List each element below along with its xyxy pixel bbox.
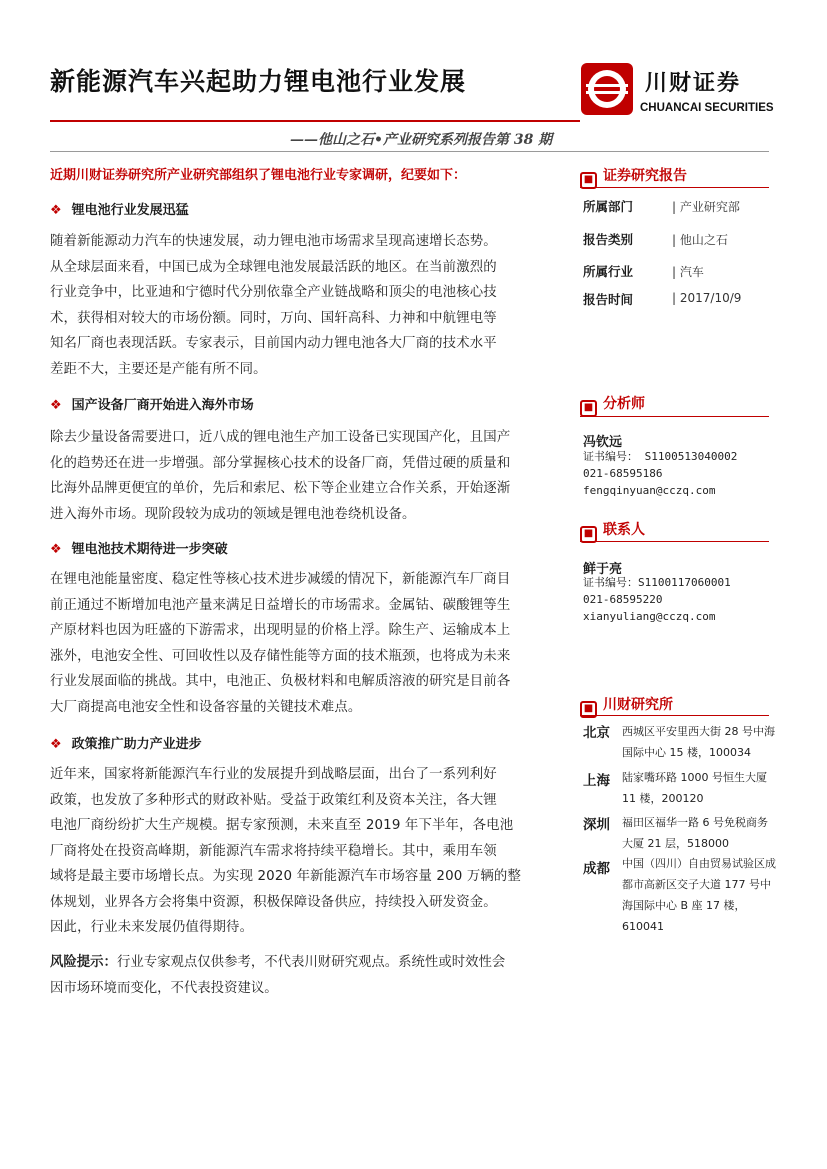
sidebar-heading-contact — [580, 519, 645, 543]
body-line: 近年来，国家将新能源汽车行业的发展提升到战略层面，出台了一系列利好 — [50, 767, 497, 782]
body-line: 随着新能源动力汽车的快速发展，动力锂电池市场需求呈现高速增长态势。 — [50, 234, 497, 249]
body-line: 体规划，业界各方会将集中资源，积极保障设备供应，持续投入研发资金。 — [50, 894, 497, 910]
meta-value-date: | 2017/10/9 — [672, 291, 742, 305]
header-divider — [50, 120, 580, 122]
analyst-name: 冯钦远 — [583, 435, 623, 450]
meta-label-category: 报告类别 — [583, 232, 634, 247]
logo-english-name: CHUANCAI SECURITIES — [640, 102, 774, 114]
body-line: 产原材料也因为旺盛的下游需求，出现明显的价格上浮。除生产、运输成本上 — [50, 623, 511, 638]
office-address-shenzhen: 福田区福华一路 6 号免税商务大厦 21 层，518000 — [622, 816, 768, 850]
sidebar-divider — [580, 416, 769, 417]
section-heading-2 — [50, 394, 254, 413]
office-city-shenzhen: 深圳 — [583, 817, 610, 833]
section-heading-text: 国产设备厂商开始进入海外市场 — [71, 398, 254, 413]
risk-label: 风险提示： — [50, 955, 117, 970]
sidebar-divider — [580, 541, 769, 542]
diamond-bullet-icon: ❖ — [50, 203, 62, 218]
body-line: 从全球层面来看，中国已成为全球锂电池发展最活跃的地区。在当前激烈的 — [50, 259, 497, 275]
sidebar-divider — [580, 187, 769, 188]
meta-label-date: 报告时间 — [583, 292, 634, 307]
analyst-email[interactable]: fengqinyuan@cczq.com — [583, 484, 716, 497]
sidebar-heading-report — [580, 165, 687, 189]
section-heading-text: 锂电池技术期待进一步突破 — [71, 542, 228, 557]
subtitle-divider — [50, 151, 769, 152]
body-line: 差距不大，主要还是产能有所不同。 — [50, 361, 267, 377]
body-line: 除去少量设备需要进口，近八成的锂电池生产加工设备已实现国产化，且国产 — [50, 430, 511, 445]
sidebar-heading-text: 川财研究所 — [603, 697, 673, 713]
body-line: 因此，行业未来发展仍值得期待。 — [50, 920, 254, 935]
section-body-3 — [50, 567, 570, 720]
sidebar-divider — [580, 715, 769, 716]
diamond-bullet-icon: ❖ — [50, 542, 62, 557]
sidebar-heading-analyst — [580, 393, 645, 417]
section-heading-3 — [50, 538, 228, 557]
diamond-bullet-icon: ❖ — [50, 737, 62, 752]
logo-chinese-name: 川财证券 — [645, 71, 742, 96]
body-line: 行业竞争中，比亚迪和宁德时代分别依靠全产业链战略和顶尖的电池核心技 — [50, 285, 497, 300]
office-city-shanghai: 上海 — [583, 773, 610, 789]
meta-label-industry: 所属行业 — [583, 264, 634, 279]
sidebar-heading-text: 分析师 — [603, 396, 645, 412]
body-line: 化的趋势还在进一步增强。部分掌握核心技术的设备厂商，凭借过硬的质量和 — [50, 455, 511, 471]
contact-cert: 证书编号：S1100117060001 — [583, 576, 731, 589]
meta-value-department: | 产业研究部 — [672, 200, 740, 214]
section-body-2 — [50, 425, 570, 527]
meta-value-category: | 他山之石 — [672, 233, 728, 247]
body-line: 术，获得相对较大的市场份额。同时，万向、国轩高科、力神和中航锂电等 — [50, 310, 497, 326]
body-line: 域将是最主要市场增长点。为实现 2020 年新能源汽车市场容量 200 万辆的整 — [50, 869, 521, 884]
meta-label-department: 所属部门 — [583, 199, 634, 214]
body-line: 电池厂商纷纷扩大生产规模。据专家预测，未来直至 2019 年下半年，各电池 — [50, 818, 514, 833]
intro-statement: 近期川财证券研究所产业研究部组织了锂电池行业专家调研，纪要如下： — [50, 168, 467, 183]
chuancai-logo-icon — [580, 62, 634, 116]
analyst-cert: 证书编号： S1100513040002 — [583, 450, 738, 463]
office-address-beijing: 西城区平安里西大街 28 号中海国际中心 15 楼，100034 — [622, 725, 775, 759]
sidebar-heading-text: 证券研究报告 — [603, 168, 687, 184]
body-line: 在锂电池能量密度、稳定性等核心技术进步减缓的情况下，新能源汽车厂商目 — [50, 572, 511, 587]
section-heading-4 — [50, 733, 202, 752]
contact-name: 鲜于亮 — [583, 562, 623, 577]
box-bullet-icon: ■ — [580, 172, 597, 189]
body-line: 政策，也发放了多种形式的财政补贴。受益于政策红利及资本关注，各大锂 — [50, 792, 497, 808]
section-heading-text: 锂电池行业发展迅猛 — [71, 203, 189, 218]
section-heading-text: 政策推广助力产业进步 — [71, 737, 202, 752]
section-heading-1 — [50, 199, 189, 218]
office-city-chengdu: 成都 — [583, 861, 610, 877]
body-line: 行业发展面临的挑战。其中，电池正、负极材料和电解质溶液的研究是目前各 — [50, 674, 511, 689]
office-address-shanghai: 陆家嘴环路 1000 号恒生大厦 11 楼，200120 — [622, 771, 767, 805]
analyst-phone: 021-68595186 — [583, 467, 663, 480]
contact-phone: 021-68595220 — [583, 593, 663, 606]
section-body-4 — [50, 762, 570, 941]
box-bullet-icon: ■ — [580, 526, 597, 543]
body-line: 前正通过不断增加电池产量来满足日益增长的市场需求。金属钴、碳酸锂等生 — [50, 597, 511, 613]
diamond-bullet-icon: ❖ — [50, 398, 62, 413]
body-line: 知名厂商也表现活跃。专家表示，目前国内动力锂电池各大厂商的技术水平 — [50, 336, 497, 351]
body-line: 厂商将处在投资高峰期，新能源汽车需求将持续平稳增长。其中，乘用车领 — [50, 843, 497, 859]
risk-text-cont: 因市场环境而变化，不代表投资建议。 — [50, 980, 278, 996]
risk-text: 行业专家观点仅供参考，不代表川财研究观点。系统性或时效性会 — [116, 955, 506, 970]
body-line: 进入海外市场。现阶段较为成功的领域是锂电池卷绕机设备。 — [50, 506, 416, 522]
body-line: 比海外品牌更便宜的单价，先后和索尼、松下等企业建立合作关系，开始逐渐 — [50, 481, 511, 496]
office-address-chengdu: 中国（四川）自由贸易试验区成都市高新区交子大道 177 号中海国际中心 B 座 17 楼，610041 — [622, 857, 776, 933]
sidebar-heading-text: 联系人 — [603, 522, 645, 538]
body-line: 涨外，电池安全性、可回收性以及存储性能等方面的技术瓶颈，也将成为未来 — [50, 648, 511, 664]
section-body-1 — [50, 229, 570, 382]
report-series-subtitle: ——他山之石•产业研究系列报告第 38 期 — [290, 132, 553, 148]
contact-email[interactable]: xianyuliang@cczq.com — [583, 610, 716, 623]
box-bullet-icon: ■ — [580, 400, 597, 417]
body-line: 大厂商提高电池安全性和设备容量的关键技术难点。 — [50, 699, 362, 715]
office-city-beijing: 北京 — [583, 725, 610, 741]
meta-value-industry: | 汽车 — [672, 265, 704, 279]
risk-warning — [50, 950, 570, 1001]
report-title: 新能源汽车兴起助力锂电池行业发展 — [50, 67, 467, 96]
box-bullet-icon: ■ — [580, 701, 597, 718]
